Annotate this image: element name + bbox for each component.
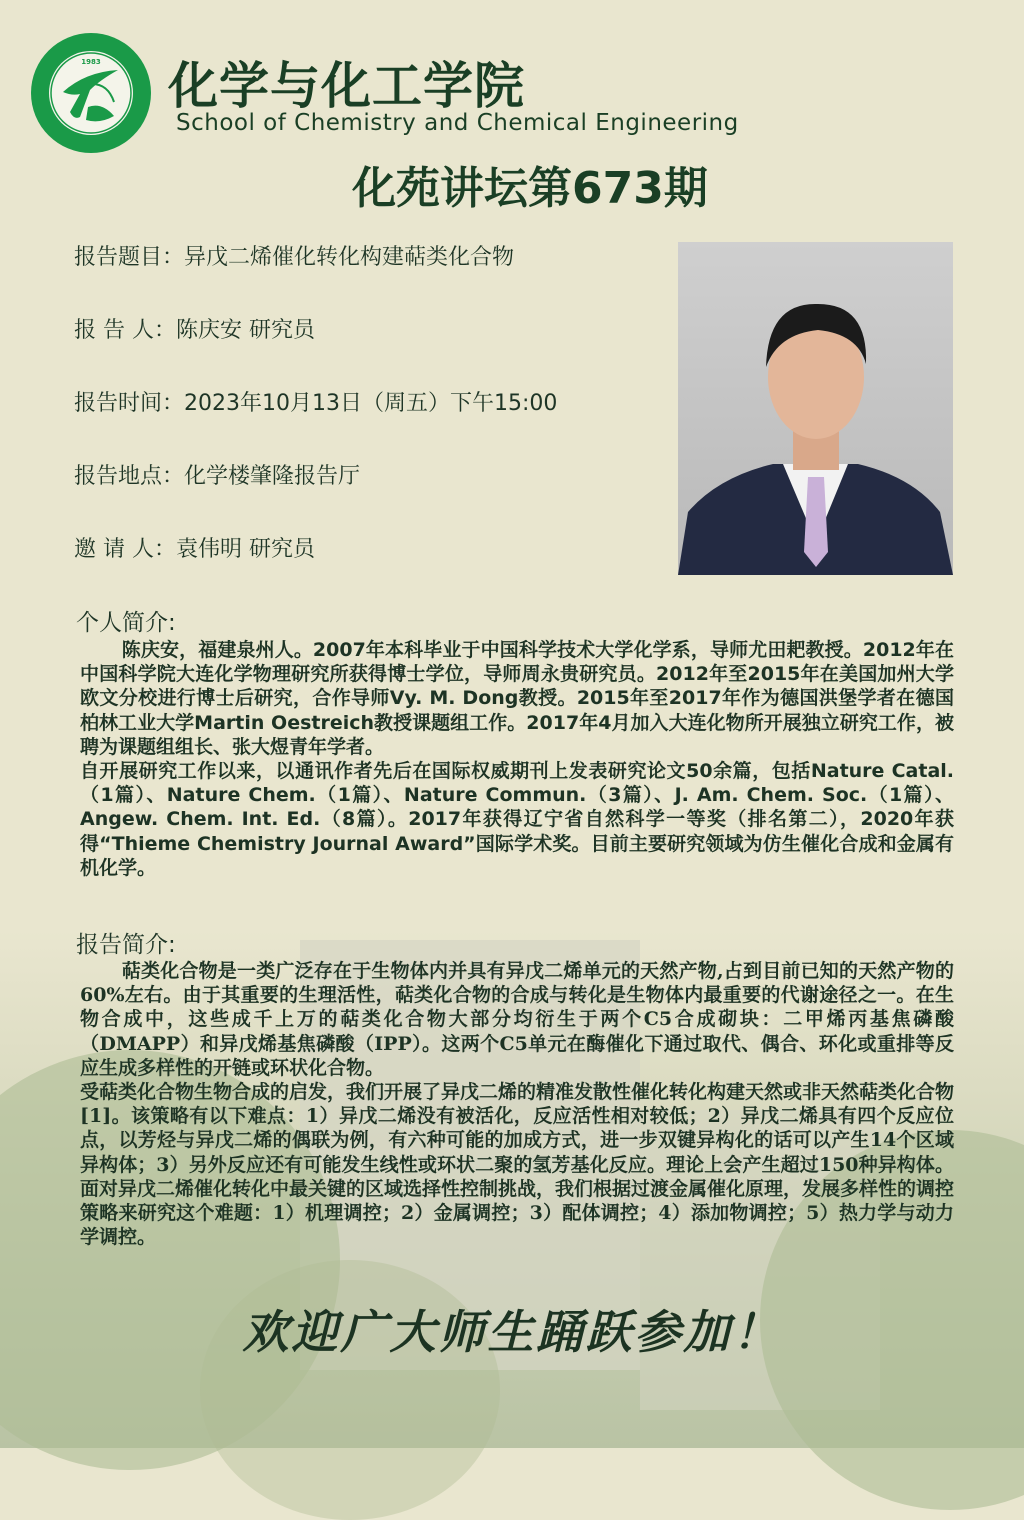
- welcome-message: 欢迎广大师生踊跃参加！: [242, 1305, 782, 1359]
- school-name-en: School of Chemistry and Chemical Engineering: [176, 110, 739, 136]
- svg-text:1983: 1983: [81, 58, 101, 66]
- info-speaker: 报 告 人：陈庆安 研究员: [74, 318, 315, 343]
- school-logo: [30, 32, 152, 154]
- abstract-paragraph: 萜类化合物是一类广泛存在于生物体内并具有异戊二烯单元的天然产物,占到目前已知的天然产物的60%左右。由于其重要的生理活性，萜类化合物的合成与转化是生物体内最重要的代谢途径之一。在生物合成中，这些成千上万的萜类化合物大部分均衍生于两个C5合成砌块：二甲烯丙基焦磷酸（DMAPP）和异戊烯基焦磷酸（IPP）。这两个C5单元在酶催化下通过取代、偶合、环化或重排等反应生成多样性的开链或环状化合物。: [80, 960, 954, 1079]
- bio-heading: 个人简介:: [76, 610, 176, 636]
- abstract-heading: 报告简介:: [76, 932, 176, 958]
- abstract-paragraph: 受萜类化合物生物合成的启发，我们开展了异戊二烯的精准发散性催化转化构建天然或非天然萜类化合物[1]。该策略有以下难点：1）异戊二烯没有被活化，反应活性相对较低；2）异戊二烯具有四个反应位点，以芳烃与异戊二烯的偶联为例，有六种可能的加成方式，进一步双键异构化的话可以产生14个区域异构体；3）另外反应还有可能发生线性或环状二聚的氢芳基化反应。理论上会产生超过150种异构体。面对异戊二烯催化转化中最关键的区域选择性控制挑战，我们根据过渡金属催化原理，发展多样性的调控策略来研究这个难题：1）机理调控；2）金属调控；3）配体调控；4）添加物调控；5）热力学与动力学调控。: [80, 1081, 955, 1249]
- lecture-issue-title: 化苑讲坛第673期: [352, 163, 708, 214]
- bio-text: [80, 638, 954, 880]
- info-time: 报告时间：2023年10月13日（周五）下午15:00: [74, 391, 558, 416]
- school-name-cn: 化学与化工学院: [168, 57, 525, 115]
- info-location: 报告地点：化学楼肇隆报告厅: [74, 464, 361, 489]
- info-host: 邀 请 人：袁伟明 研究员: [74, 537, 315, 562]
- info-topic: 报告题目：异戊二烯催化转化构建萜类化合物: [74, 245, 515, 270]
- bio-paragraph: 自开展研究工作以来，以通讯作者先后在国际权威期刊上发表研究论文50余篇，包括Nature Catal.（1篇）、Nature Chem.（1篇）、Nature Commun.（3篇）、J. Am. Chem. Soc.（1篇）、Angew. Chem. Int. Ed.（8篇）。2017年获得辽宁省自然科学一等奖（排名第二），2020年获得“Thieme Chemistry Journal Award”国际学术奖。目前主要研究领域为仿生催化合成和金属有机化学。: [80, 760, 954, 879]
- bio-paragraph: 陈庆安，福建泉州人。2007年本科毕业于中国科学技术大学化学系，导师尤田耙教授。2012年在中国科学院大连化学物理研究所获得博士学位，导师周永贵研究员。2012年至2015年在美国加州大学欧文分校进行博士后研究，合作导师Vy. M. Dong教授。2015年至2017年作为德国洪堡学者在德国柏林工业大学Martin Oestreich教授课题组工作。2017年4月加入大连化物所开展独立研究工作，被聘为课题组组长、张大煜青年学者。: [80, 639, 954, 758]
- speaker-photo: [678, 242, 953, 575]
- abstract-text: [80, 959, 954, 1249]
